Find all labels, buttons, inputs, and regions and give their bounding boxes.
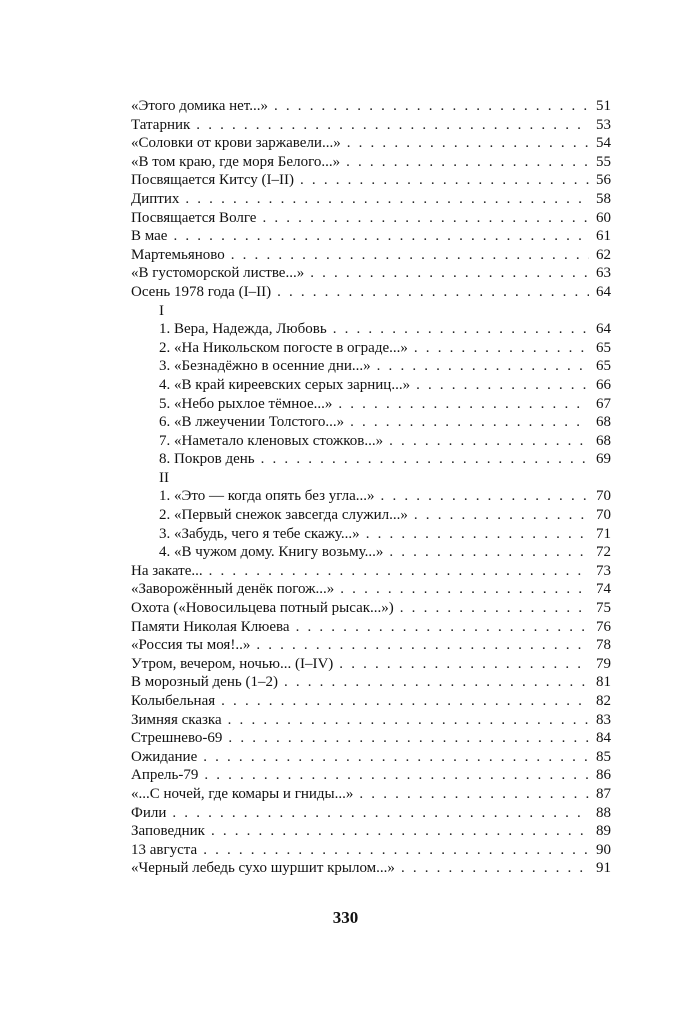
dot-leader [196,116,589,135]
toc-entry [131,487,611,506]
toc-entry [131,116,611,135]
toc-entry [131,673,611,692]
toc-entry [131,357,611,376]
toc-entry-title: 2. «Первый снежок завсегда служил...» [159,507,408,524]
toc-entry-page: 75 [596,600,611,617]
toc-entry [131,655,611,674]
toc-entry-page: 66 [596,376,611,393]
dot-leader [401,859,589,878]
dot-leader [296,618,589,637]
toc-entry-page: 91 [596,860,611,877]
toc-entry [131,209,611,228]
dot-leader [347,134,589,153]
toc-entry-title: Осень 1978 года (I–II) [131,283,272,300]
toc-entry-title: На закате... [131,562,203,579]
toc-entry-page: 56 [596,172,611,189]
dot-leader [211,822,589,841]
toc-entry-title: В мае [131,228,168,245]
dot-leader [366,525,589,544]
toc-entry-title: Апрель-79 [131,767,199,784]
toc-entry [131,97,611,116]
toc-entry-title: 3. «Забудь, чего я тебе скажу...» [159,525,360,542]
toc-entry-title: Ожидание [131,748,198,765]
toc-entry [131,859,611,878]
toc-entry-title: «Россия ты моя!..» [131,637,251,654]
toc-entry-title: 7. «Наметало кленовых стожков...» [159,432,384,449]
toc-entry-title: Мартемьяново [131,246,225,263]
dot-leader [389,432,589,451]
toc-entry-title: Заповедник [131,823,205,840]
toc-entry-title: Фили [131,804,167,821]
toc-entry-title: 6. «В лжеучении Толстого...» [159,414,345,431]
dot-leader [203,841,589,860]
dot-leader [209,562,589,581]
dot-leader [416,376,589,395]
toc-entry-page: 55 [596,153,611,170]
toc-entry-title: 8. Покров день [159,451,255,468]
toc-entry [131,246,611,265]
toc-entry [131,376,611,395]
toc-entry-page: 60 [596,209,611,226]
toc-entry [131,766,611,785]
toc-entry-title: 4. «В чужом дому. Книгу возьму...» [159,544,384,561]
toc-entry [131,264,611,283]
toc-entry-title: Охота («Новосильцева потный рысак...») [131,600,394,617]
toc-entry-page: 68 [596,432,611,449]
toc-entry [131,450,611,469]
toc-entry-title: 4. «В край киреевских серых зарниц...» [159,376,411,393]
toc-entry-title: Утром, вечером, ночью... (I–IV) [131,655,334,672]
toc-entry-page: 54 [596,135,611,152]
toc-entry-page: 79 [596,655,611,672]
toc-entry [131,506,611,525]
toc-entry-page: 71 [596,525,611,542]
toc-entry-page: 58 [596,190,611,207]
toc-entry-page: 51 [596,98,611,114]
toc-entry-title: I [159,302,164,319]
toc-entry-page: 63 [596,265,611,282]
toc-entry-page: 67 [596,395,611,412]
toc-entry-page: 86 [596,767,611,784]
dot-leader [338,395,589,414]
dot-leader [346,153,589,172]
toc-entry-title: «...С ночей, где комары и гниды...» [131,785,354,802]
toc-entry [131,339,611,358]
toc-entry-page: 84 [596,730,611,747]
dot-leader [340,580,589,599]
toc-entry-page: 64 [596,321,611,338]
dot-leader [359,785,589,804]
toc-entry-page: 65 [596,339,611,356]
dot-leader [277,283,589,302]
toc-entry-page: 76 [596,618,611,635]
toc-entry-title: «В том краю, где моря Белого...» [131,153,341,170]
toc-entry-title: В морозный день (1–2) [131,674,278,691]
toc-entry [131,134,611,153]
toc-entry-page: 90 [596,841,611,858]
toc-entry-title: 1. «Это — когда опять без угла...» [159,488,375,505]
dot-leader [231,246,589,265]
toc-entry [131,432,611,451]
toc-entry-page: 68 [596,414,611,431]
toc-entry-title: «Этого домика нет...» [131,98,268,114]
dot-leader [261,450,589,469]
dot-leader [381,487,589,506]
toc-section-heading [131,302,611,321]
toc-entry-title: 2. «На Никольском погосте в ограде...» [159,339,408,356]
dot-leader [414,506,589,525]
toc-entry [131,190,611,209]
toc-entry-title: 1. Вера, Надежда, Любовь [159,321,327,338]
toc-entry-title: 13 августа [131,841,198,858]
dot-leader [377,357,589,376]
dot-leader [414,339,589,358]
toc-entry-title: Колыбельная [131,693,216,709]
dot-leader [284,673,589,692]
toc-entry [131,543,611,562]
toc-entry [131,320,611,339]
toc-entry-page: 53 [596,116,611,133]
toc-entry [131,748,611,767]
dot-leader [228,729,589,748]
toc-entry-title: Посвящается Китсу (I–II) [131,172,295,189]
toc-entry-page: 73 [596,562,611,579]
dot-leader [256,636,589,655]
dot-leader [185,190,589,209]
toc-entry [131,171,611,190]
toc-entry [131,153,611,172]
table-of-contents [131,97,611,878]
toc-entry-title: Памяти Николая Клюева [131,618,290,635]
toc-entry-title: Зимняя сказка [131,711,222,728]
toc-entry [131,729,611,748]
dot-leader [172,804,589,823]
dot-leader [333,320,589,339]
dot-leader [221,692,589,711]
toc-entry [131,692,611,711]
dot-leader [228,711,589,730]
dot-leader [274,97,589,116]
dot-leader [310,264,589,283]
toc-entry-page: 74 [596,581,611,598]
toc-entry-page: 65 [596,358,611,375]
toc-entry [131,395,611,414]
dot-leader [204,766,589,785]
toc-entry-page: 89 [596,823,611,840]
toc-entry-title: 5. «Небо рыхлое тёмное...» [159,395,333,412]
toc-section-heading [131,469,611,488]
toc-entry-title: Посвящается Волге [131,209,257,226]
toc-entry [131,636,611,655]
dot-leader [339,655,589,674]
dot-leader [400,599,589,618]
toc-entry-title: Диптих [131,190,180,207]
toc-entry-page: 82 [596,693,611,709]
toc-entry-title: II [159,469,169,486]
toc-entry [131,599,611,618]
toc-entry-title: «Черный лебедь сухо шуршит крылом...» [131,860,395,877]
toc-entry [131,525,611,544]
toc-entry-title: «В густоморской листве...» [131,265,305,282]
dot-leader [389,543,589,562]
toc-entry [131,804,611,823]
toc-entry-page: 78 [596,637,611,654]
dot-leader [350,413,589,432]
toc-entry [131,413,611,432]
toc-entry-page: 83 [596,711,611,728]
dot-leader [300,171,589,190]
toc-entry-page: 70 [596,488,611,505]
toc-entry-title: «Заворожённый денёк погож...» [131,581,335,598]
toc-entry-page: 85 [596,748,611,765]
dot-leader [262,209,589,228]
toc-entry [131,618,611,637]
toc-entry [131,283,611,302]
toc-entry-page: 88 [596,804,611,821]
page-number: 330 [332,908,359,927]
toc-entry-page: 64 [596,283,611,300]
toc-entry [131,785,611,804]
toc-entry-page: 72 [596,544,611,561]
toc-entry-page: 62 [596,246,611,263]
dot-leader [203,748,589,767]
toc-entry-page: 87 [596,785,611,802]
toc-entry-page: 81 [596,674,611,691]
toc-entry-title: «Соловки от крови заржавели...» [131,135,341,152]
toc-entry-page: 69 [596,451,611,468]
toc-entry-page: 70 [596,507,611,524]
dot-leader [173,227,589,246]
toc-entry [131,822,611,841]
toc-entry-title: Стрешнево-69 [131,730,223,747]
toc-entry-title: Татарник [131,116,191,133]
toc-entry [131,711,611,730]
toc-entry [131,562,611,581]
toc-entry [131,580,611,599]
toc-entry [131,227,611,246]
toc-entry [131,841,611,860]
toc-entry-page: 61 [596,228,611,245]
toc-entry-title: 3. «Безнадёжно в осенние дни...» [159,358,371,375]
